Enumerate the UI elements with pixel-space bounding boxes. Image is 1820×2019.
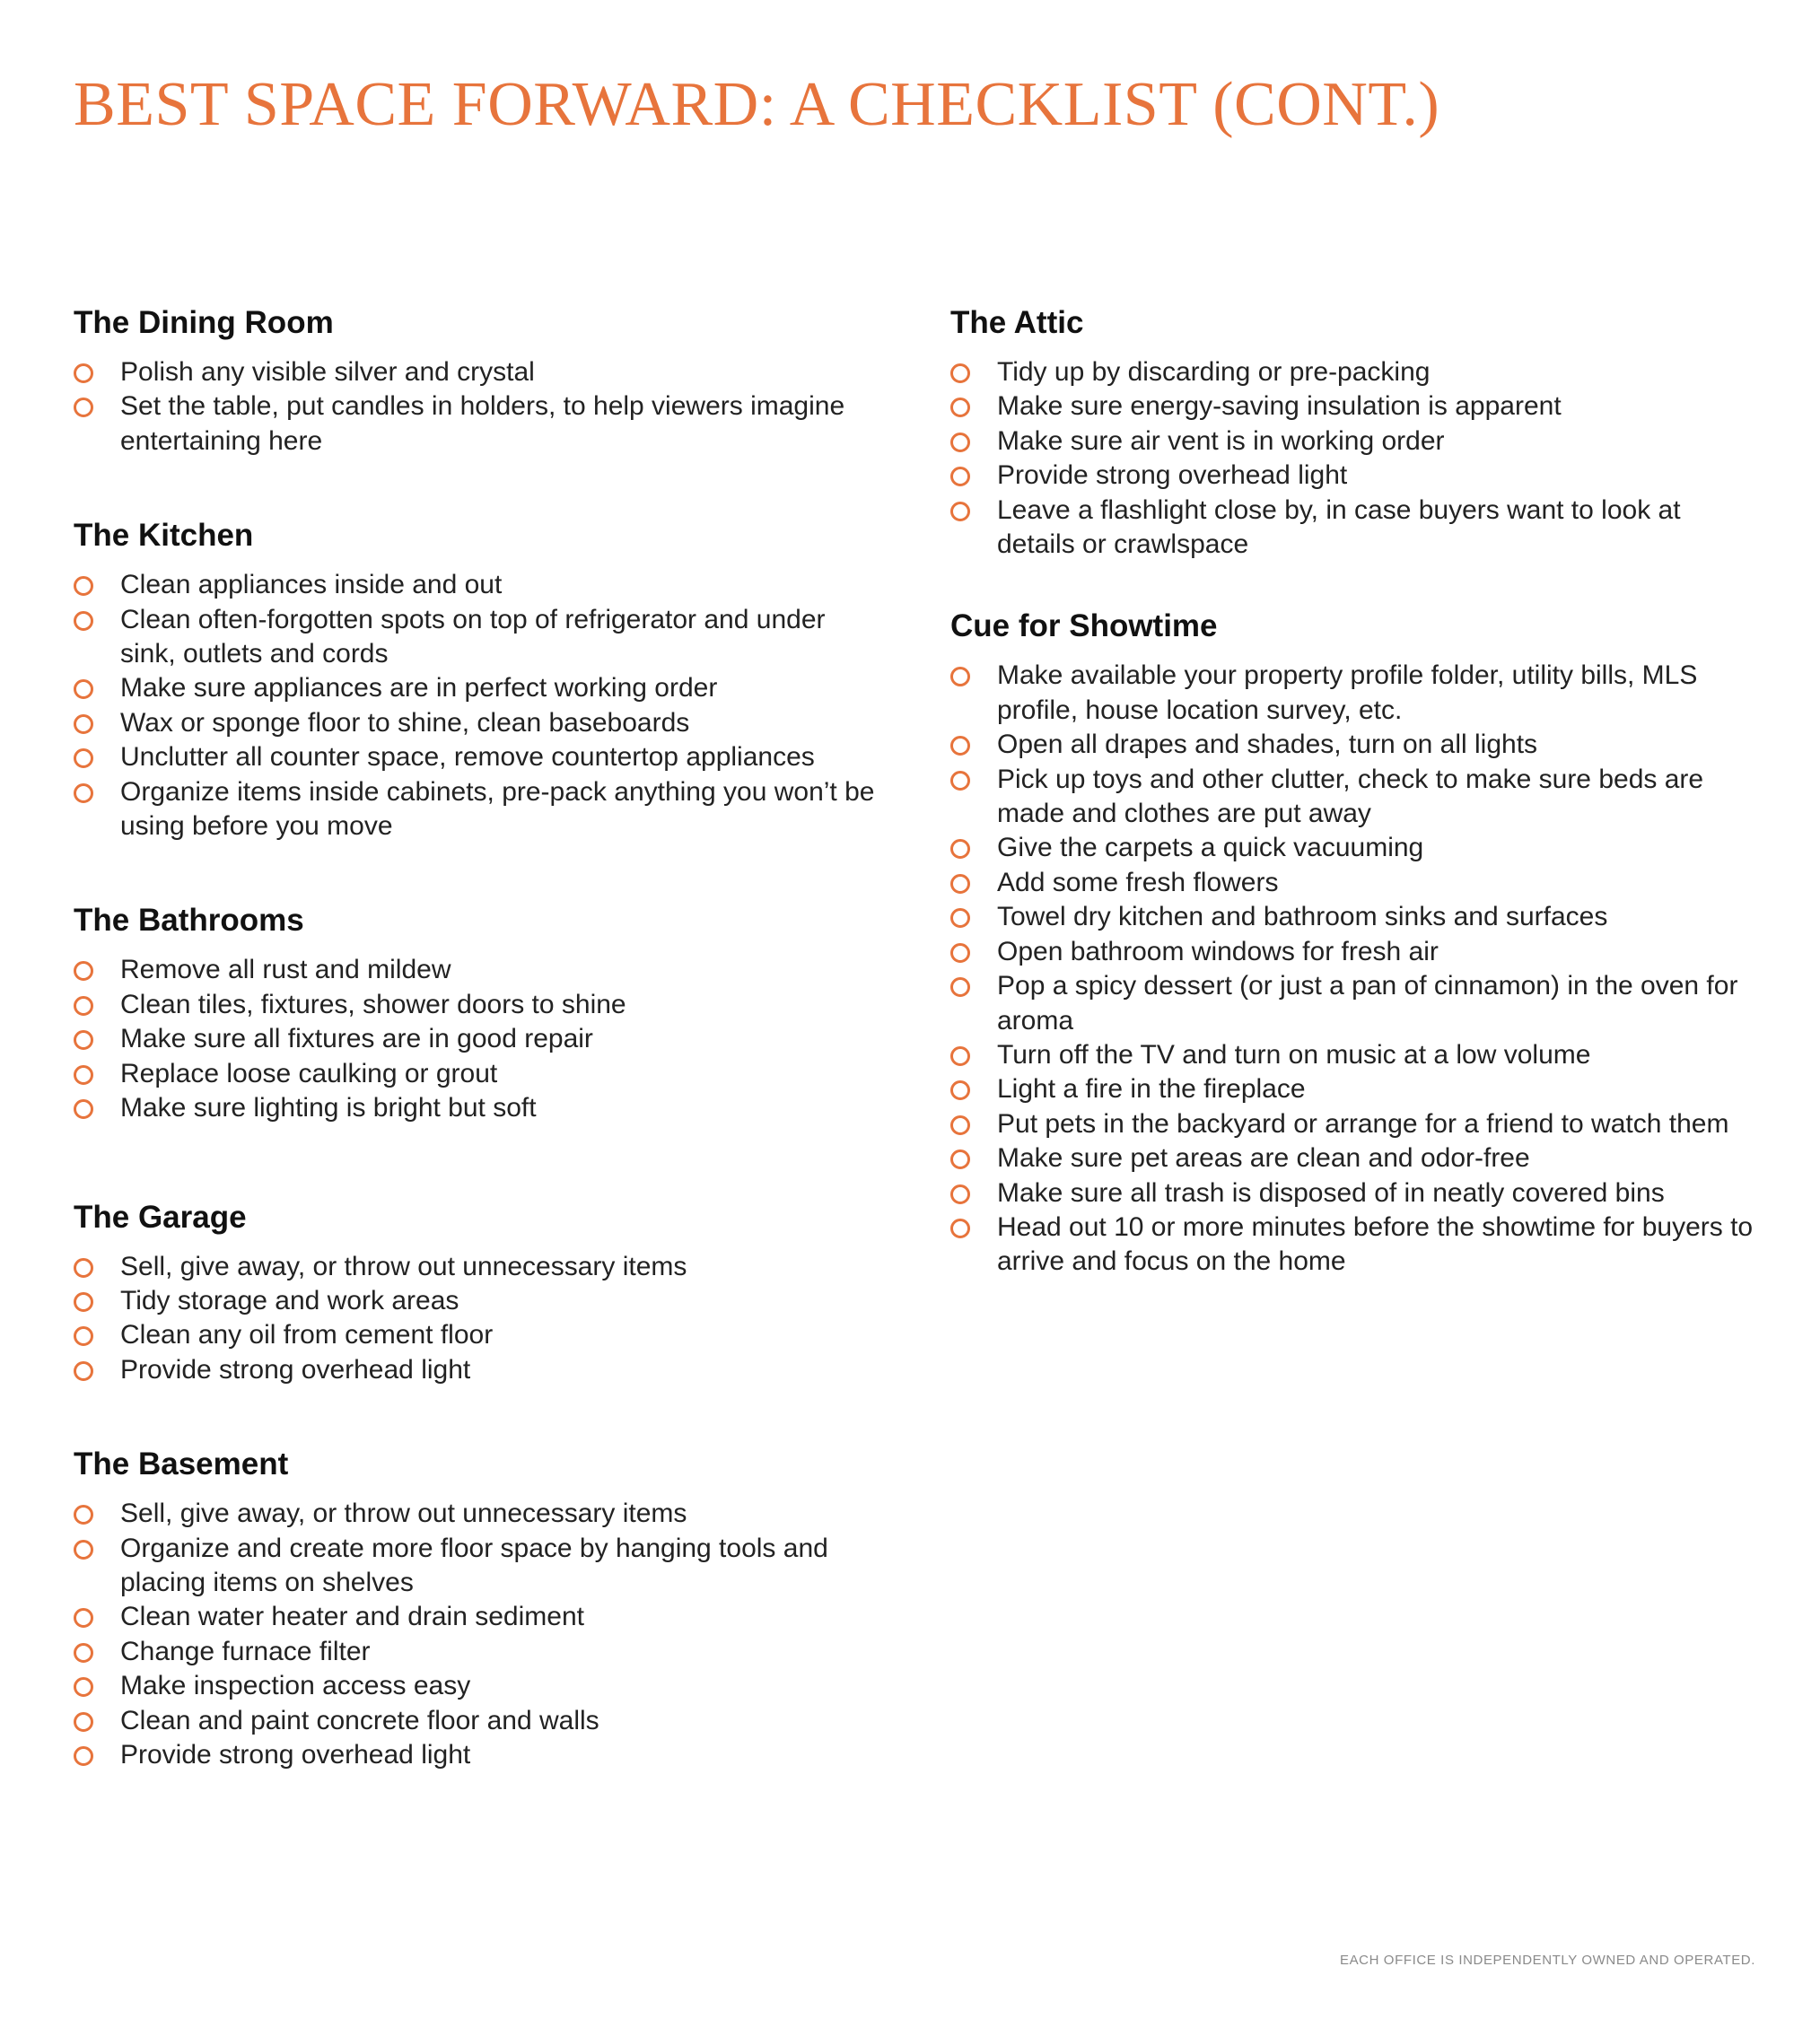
checklist-item-text: Make sure lighting is bright but soft (120, 1093, 537, 1123)
empty-circle-icon[interactable] (74, 1712, 93, 1732)
checklist-item (74, 1284, 881, 1318)
checklist-item (950, 1211, 1758, 1280)
empty-circle-icon[interactable] (74, 1746, 93, 1766)
section-title: The Basement (74, 1447, 289, 1482)
empty-circle-icon[interactable] (950, 736, 970, 756)
checklist-item-text: Make sure all trash is disposed of in neatly covered bins (997, 1177, 1665, 1208)
checklist-item (950, 1107, 1758, 1141)
right-column (950, 296, 1758, 1280)
section-title: The Attic (950, 305, 1084, 340)
checklist-item-text: Clean and paint concrete floor and walls (120, 1705, 599, 1735)
section-title: The Bathrooms (74, 903, 304, 939)
empty-circle-icon[interactable] (950, 1184, 970, 1204)
checklist-item (74, 1635, 881, 1669)
checklist-item (74, 1497, 881, 1531)
checklist-item (950, 1072, 1758, 1106)
empty-circle-icon[interactable] (74, 1643, 93, 1663)
empty-circle-icon[interactable] (74, 961, 93, 981)
checklist-item (74, 706, 881, 740)
checklist-item-text: Clean appliances inside and out (120, 570, 503, 600)
empty-circle-icon[interactable] (74, 1540, 93, 1560)
checklist-item (950, 494, 1758, 563)
checklist-item-text: Provide strong overhead light (120, 1739, 471, 1770)
checklist-item-text: Towel dry kitchen and bathroom sinks and surfaces (997, 902, 1608, 932)
checklist-item (74, 953, 881, 987)
checklist-item-text: Open all drapes and shades, turn on all lights (997, 730, 1538, 760)
checklist-item (950, 355, 1758, 389)
checklist-item-text: Make available your property profile folder, utility bills, MLS profile, house location survey, etc. (997, 660, 1698, 725)
checklist-item (74, 1738, 881, 1772)
checklist (74, 1497, 881, 1772)
checklist-item-text: Sell, give away, or throw out unnecessary items (120, 1499, 687, 1529)
empty-circle-icon[interactable] (950, 1046, 970, 1066)
section-the-basement (74, 1438, 881, 1772)
checklist-item-text: Tidy storage and work areas (120, 1285, 459, 1315)
checklist-item (950, 900, 1758, 934)
checklist-item-text: Clean any oil from cement floor (120, 1320, 494, 1350)
checklist-item-text: Make sure appliances are in perfect working order (120, 673, 718, 704)
empty-circle-icon[interactable] (74, 1677, 93, 1697)
checklist-item-text: Pop a spicy dessert (or just a pan of cinnamon) in the oven for aroma (997, 971, 1738, 1036)
checklist (74, 953, 881, 1125)
checklist (74, 1250, 881, 1388)
checklist-item-text: Light a fire in the fireplace (997, 1074, 1306, 1105)
checklist-item-text: Give the carpets a quick vacuuming (997, 833, 1424, 863)
checklist-item (74, 1318, 881, 1352)
checklist-item-text: Clean water heater and drain sediment (120, 1602, 584, 1632)
checklist-item-text: Clean tiles, fixtures, shower doors to shine (120, 989, 626, 1019)
checklist (74, 568, 881, 843)
checklist-item (74, 671, 881, 705)
checklist-item (74, 775, 881, 844)
page-title: BEST SPACE FORWARD: A CHECKLIST (CONT.) (74, 70, 1440, 139)
checklist (950, 659, 1758, 1279)
checklist (950, 355, 1758, 562)
checklist-item-text: Provide strong overhead light (120, 1354, 471, 1385)
empty-circle-icon[interactable] (74, 1361, 93, 1381)
empty-circle-icon[interactable] (74, 363, 93, 383)
checklist-item (74, 1600, 881, 1634)
checklist-item (950, 935, 1758, 969)
section-the-attic (950, 296, 1758, 562)
empty-circle-icon[interactable] (950, 874, 970, 894)
checklist-item-text: Turn off the TV and turn on music at a low volume (997, 1039, 1591, 1070)
empty-circle-icon[interactable] (950, 1080, 970, 1100)
checklist-item (950, 1176, 1758, 1211)
empty-circle-icon[interactable] (950, 398, 970, 417)
checklist-item-text: Organize and create more floor space by hanging tools and placing items on shelves (120, 1533, 828, 1597)
empty-circle-icon[interactable] (74, 1099, 93, 1119)
section-title: The Kitchen (74, 518, 254, 554)
empty-circle-icon[interactable] (950, 467, 970, 486)
section-title: The Garage (74, 1199, 247, 1235)
empty-circle-icon[interactable] (74, 398, 93, 417)
checklist-item (74, 1704, 881, 1738)
checklist-item (950, 459, 1758, 493)
checklist-item-text: Pick up toys and other clutter, check to make sure beds are made and clothes are put away (997, 764, 1704, 829)
checklist-item-text: Remove all rust and mildew (120, 955, 451, 985)
section-title: Cue for Showtime (950, 608, 1218, 644)
empty-circle-icon[interactable] (950, 771, 970, 791)
checklist-item-text: Wax or sponge floor to shine, clean baseboards (120, 707, 690, 738)
empty-circle-icon[interactable] (950, 363, 970, 383)
checklist-item (950, 1038, 1758, 1072)
checklist-item-text: Sell, give away, or throw out unnecessary items (120, 1251, 687, 1281)
section-cue-for-showtime (950, 599, 1758, 1279)
checklist-item-text: Make sure air vent is in working order (997, 425, 1445, 456)
empty-circle-icon[interactable] (74, 1608, 93, 1628)
empty-circle-icon[interactable] (950, 1115, 970, 1135)
checklist-item-text: Make sure pet areas are clean and odor-free (997, 1143, 1530, 1174)
checklist-item-text: Add some fresh flowers (997, 867, 1279, 897)
checklist-item-text: Open bathroom windows for fresh air (997, 936, 1439, 966)
checklist-item (74, 1091, 881, 1125)
checklist-item-text: Make sure all fixtures are in good repair (120, 1024, 593, 1054)
checklist-item (74, 988, 881, 1022)
checklist (74, 355, 881, 459)
checklist-item (950, 659, 1758, 728)
empty-circle-icon[interactable] (74, 1505, 93, 1525)
checklist-item-text: Provide strong overhead light (997, 460, 1348, 491)
checklist-item-text: Clean often-forgotten spots on top of refrigerator and under sink, outlets and cords (120, 604, 826, 669)
checklist-item-text: Organize items inside cabinets, pre-pack anything you won’t be using before you move (120, 776, 875, 842)
empty-circle-icon[interactable] (950, 839, 970, 859)
empty-circle-icon[interactable] (74, 1292, 93, 1312)
empty-circle-icon[interactable] (74, 748, 93, 768)
empty-circle-icon[interactable] (950, 667, 970, 686)
checklist-item-text: Set the table, put candles in holders, to help viewers imagine entertaining here (120, 391, 845, 456)
empty-circle-icon[interactable] (950, 977, 970, 997)
checklist-item (74, 1022, 881, 1056)
checklist-item (74, 1353, 881, 1387)
checklist-item (74, 389, 881, 459)
checklist-item (950, 831, 1758, 865)
checklist-item (74, 568, 881, 602)
empty-circle-icon[interactable] (950, 908, 970, 928)
left-column (74, 296, 881, 1772)
empty-circle-icon[interactable] (74, 996, 93, 1016)
checklist-item (950, 389, 1758, 424)
checklist-item (74, 1532, 881, 1601)
empty-circle-icon[interactable] (74, 1326, 93, 1346)
empty-circle-icon[interactable] (950, 1219, 970, 1238)
checklist-item (950, 866, 1758, 900)
empty-circle-icon[interactable] (74, 679, 93, 699)
checklist-item (950, 969, 1758, 1038)
checklist-item (74, 355, 881, 389)
checklist-item (74, 1669, 881, 1703)
empty-circle-icon[interactable] (74, 611, 93, 631)
section-the-kitchen (74, 509, 881, 843)
checklist-item (950, 424, 1758, 459)
checklist-item (74, 740, 881, 774)
empty-circle-icon[interactable] (950, 433, 970, 452)
checklist-item-text: Tidy up by discarding or pre-packing (997, 357, 1431, 387)
footer-disclaimer: EACH OFFICE IS INDEPENDENTLY OWNED AND OPERATED. (1339, 1953, 1755, 1968)
checklist-item (950, 728, 1758, 762)
checklist-item (950, 763, 1758, 832)
empty-circle-icon[interactable] (74, 1065, 93, 1085)
empty-circle-icon[interactable] (74, 1258, 93, 1278)
checklist-item-text: Polish any visible silver and crystal (120, 357, 535, 387)
section-the-dining-room (74, 296, 881, 459)
checklist-item-text: Put pets in the backyard or arrange for a friend to watch them (997, 1108, 1729, 1139)
checklist-item-text: Make sure energy-saving insulation is apparent (997, 391, 1562, 422)
checklist-item-text: Change furnace filter (120, 1636, 371, 1666)
empty-circle-icon[interactable] (74, 714, 93, 734)
section-the-bathrooms (74, 894, 881, 1125)
empty-circle-icon[interactable] (950, 1149, 970, 1169)
checklist-item-text: Make inspection access easy (120, 1671, 471, 1701)
checklist-item-text: Replace loose caulking or grout (120, 1058, 498, 1088)
checklist-item-text: Unclutter all counter space, remove countertop appliances (120, 742, 815, 773)
checklist-item (950, 1141, 1758, 1176)
empty-circle-icon[interactable] (950, 943, 970, 963)
empty-circle-icon[interactable] (950, 502, 970, 521)
checklist-item-text: Head out 10 or more minutes before the showtime for buyers to arrive and focus on the home (997, 1211, 1754, 1277)
empty-circle-icon[interactable] (74, 576, 93, 596)
checklist-item-text: Leave a flashlight close by, in case buyers want to look at details or crawlspace (997, 494, 1681, 560)
checklist-item (74, 1057, 881, 1091)
empty-circle-icon[interactable] (74, 1030, 93, 1050)
section-title: The Dining Room (74, 305, 334, 340)
checklist-item (74, 603, 881, 672)
empty-circle-icon[interactable] (74, 783, 93, 803)
section-the-garage (74, 1191, 881, 1388)
checklist-item (74, 1250, 881, 1284)
